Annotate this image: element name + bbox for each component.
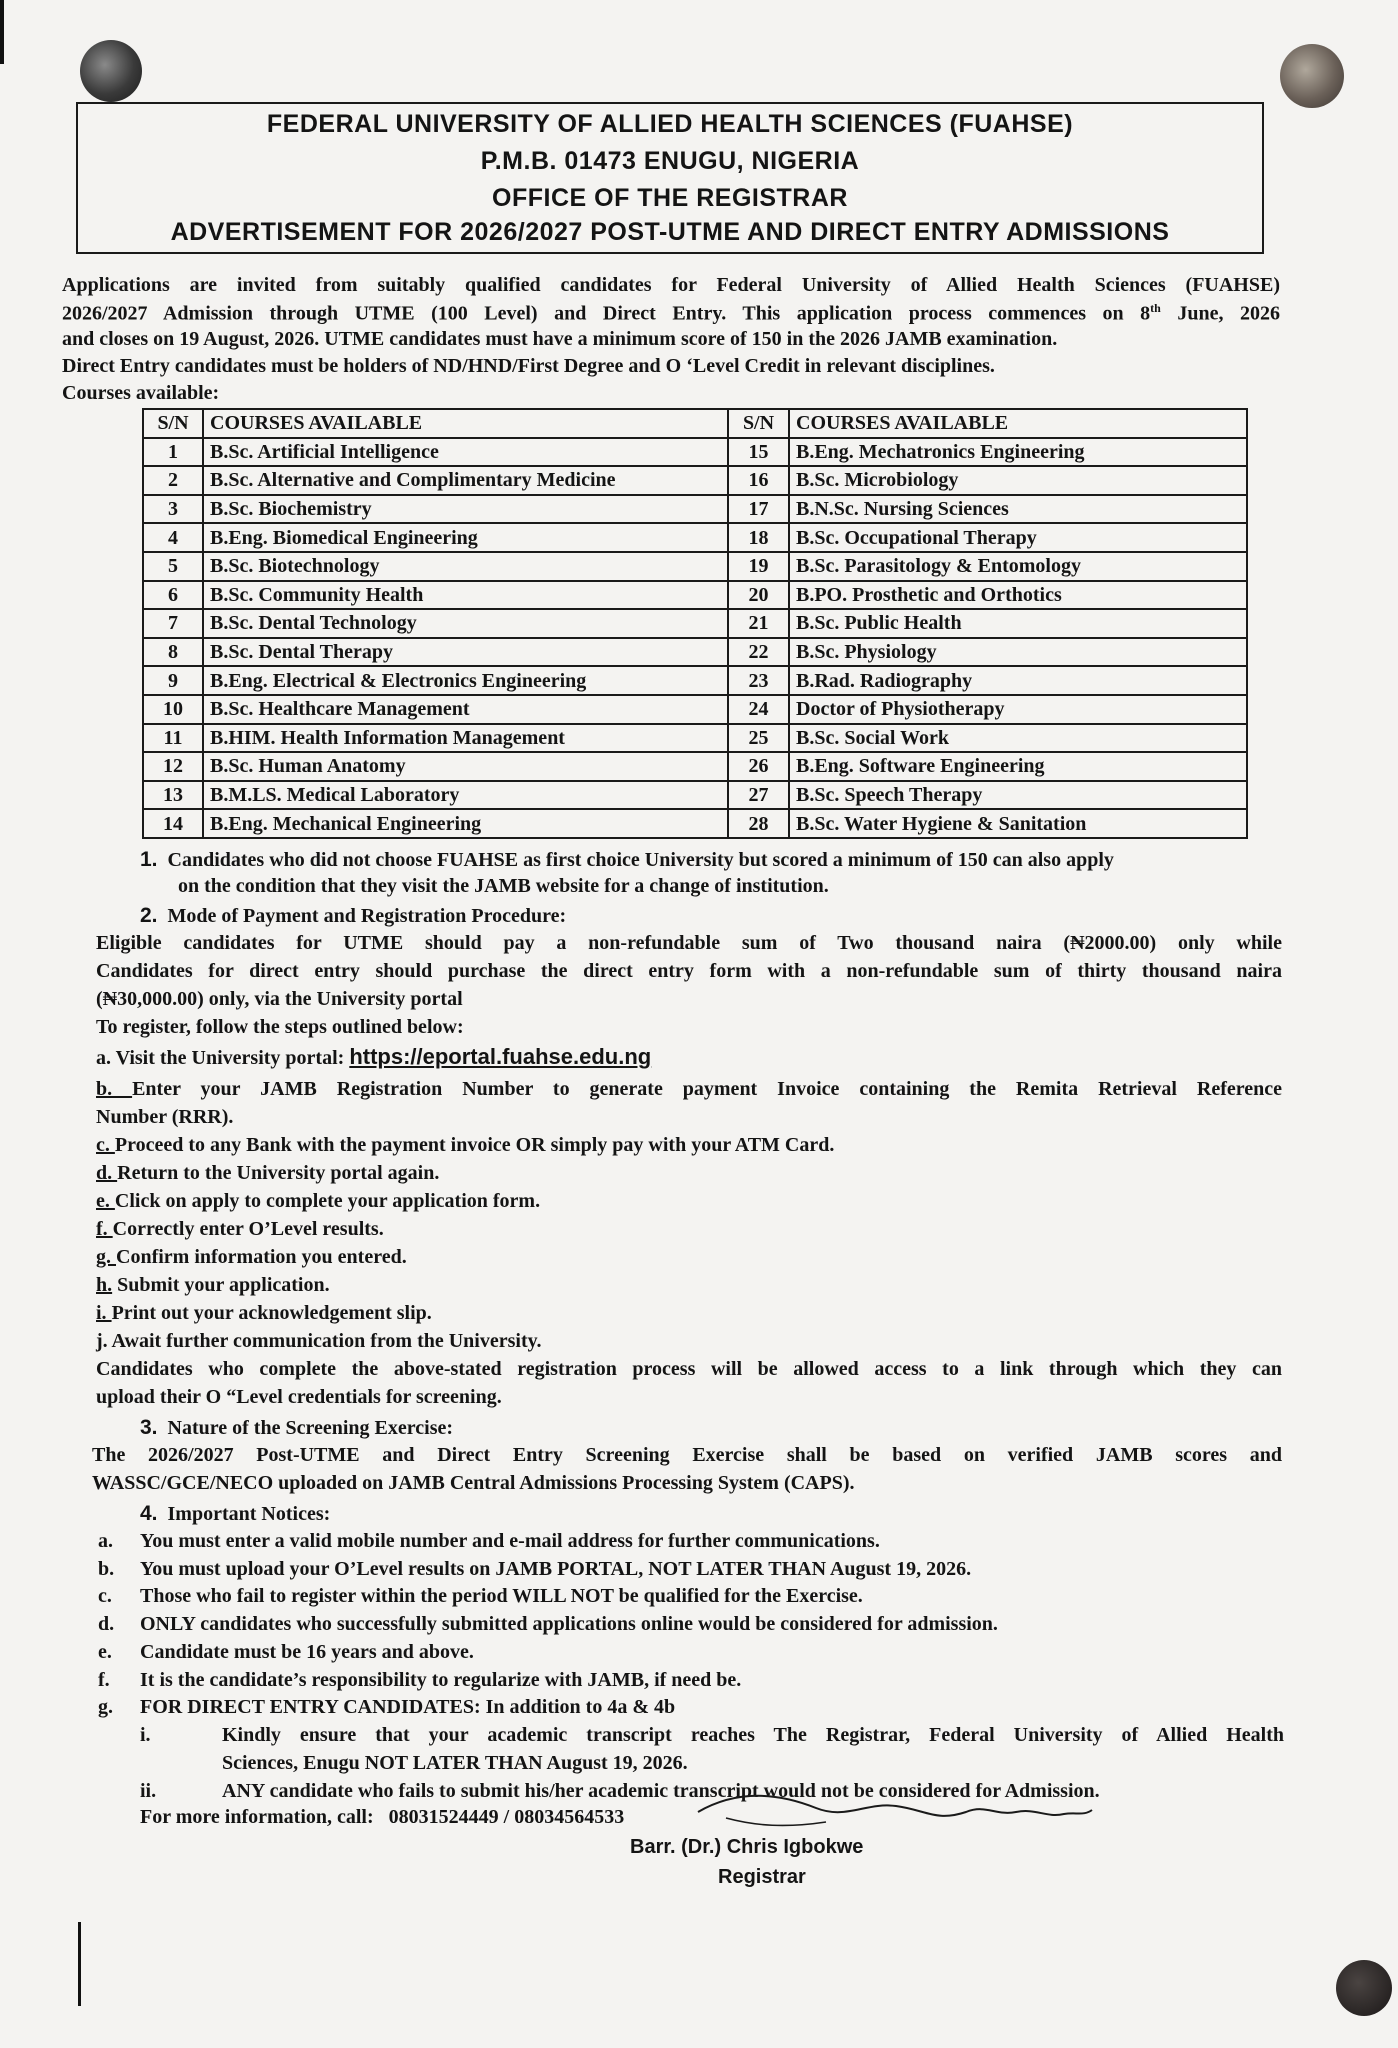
notice-g-sub-ii: ANY candidate who fails to submit his/her academic transcript would not be considered for Admission. <box>222 1780 1100 1802</box>
courses-table <box>142 408 1248 839</box>
step-g: g. Confirm information you entered. <box>96 1246 407 1268</box>
course-sn: 28 <box>728 809 789 838</box>
notice-text: Those who fail to register within the period WILL NOT be qualified for the Exercise. <box>140 1585 863 1608</box>
course-name: B.PO. Prosthetic and Orthotics <box>789 581 1247 610</box>
step-b: b. Enter your JAMB Registration Number to generate payment Invoice containing the Remita Retrieval Reference <box>96 1078 1282 1100</box>
course-name: B.Sc. Dental Therapy <box>203 638 728 667</box>
section-4-title: 4. Important Notices: <box>140 1502 331 1525</box>
payment-line-1: Eligible candidates for UTME should pay a non-refundable sum of Two thousand naira (₦2000.00) only while <box>96 932 1282 954</box>
university-name: FEDERAL UNIVERSITY OF ALLIED HEALTH SCIENCES (FUAHSE) <box>266 110 1074 138</box>
university-address: P.M.B. 01473 ENUGU, NIGERIA <box>480 147 860 175</box>
notice-label: a. <box>98 1530 113 1552</box>
registrar-signature <box>696 1782 1096 1838</box>
table-header-row <box>143 409 1247 438</box>
intro-line-4: Direct Entry candidates must be holders of ND/HND/First Degree and O ‘Level Credit in relevant disciplines. <box>62 355 995 377</box>
course-name: B.Sc. Community Health <box>203 581 728 610</box>
course-name: B.Sc. Public Health <box>789 609 1247 638</box>
notice-label: b. <box>98 1557 115 1580</box>
course-sn: 2 <box>143 466 203 495</box>
course-sn: 25 <box>728 724 789 753</box>
table-row <box>143 638 1247 667</box>
course-name: B.Eng. Electrical & Electronics Engineering <box>203 666 728 695</box>
course-sn: 1 <box>143 438 203 467</box>
table-row <box>143 523 1247 552</box>
notice-g-sub-ii-label: ii. <box>140 1780 157 1802</box>
step-i: i. Print out your acknowledgement slip. <box>96 1302 432 1324</box>
advert-title: ADVERTISEMENT FOR 2026/2027 POST-UTME AND DIRECT ENTRY ADMISSIONS <box>170 218 1170 246</box>
course-name: B.Sc. Physiology <box>789 638 1247 667</box>
notice-label: e. <box>98 1640 112 1663</box>
course-name: Doctor of Physiotherapy <box>789 695 1247 724</box>
punch-hole-bottom-right <box>1336 1960 1392 2016</box>
step-c: c. Proceed to any Bank with the payment invoice OR simply pay with your ATM Card. <box>96 1134 835 1156</box>
table-row <box>143 552 1247 581</box>
course-sn: 5 <box>143 552 203 581</box>
payment-line-2: Candidates for direct entry should purchase the direct entry form with a non-refundable sum of thirty thousand naira <box>96 960 1282 982</box>
payment-line-3: (₦30,000.00) only, via the University portal <box>96 988 463 1010</box>
course-name: B.Sc. Social Work <box>789 724 1247 753</box>
step-b-cont: Number (RRR). <box>96 1106 234 1128</box>
course-name: B.Sc. Biotechnology <box>203 552 728 581</box>
course-sn: 19 <box>728 552 789 581</box>
office-title: OFFICE OF THE REGISTRAR <box>492 184 848 212</box>
course-sn: 10 <box>143 695 203 724</box>
intro-line-1: Applications are invited from suitably qualified candidates for Federal University of Allied Health Sciences (FUAHSE) <box>62 274 1280 296</box>
notice-text: ONLY candidates who successfully submitted applications online would be considered for admission. <box>140 1613 998 1636</box>
notice-label: f. <box>98 1668 110 1691</box>
step-d: d. Return to the University portal again. <box>96 1162 440 1184</box>
section-3-title: 3. Nature of the Screening Exercise: <box>140 1416 454 1439</box>
course-name: B.Sc. Dental Technology <box>203 609 728 638</box>
punch-hole-top-right <box>1280 44 1344 108</box>
course-sn: 17 <box>728 495 789 524</box>
course-name: B.HIM. Health Information Management <box>203 724 728 753</box>
course-name: B.Eng. Biomedical Engineering <box>203 523 728 552</box>
step-e: e. Click on apply to complete your application form. <box>96 1190 541 1212</box>
course-sn: 9 <box>143 666 203 695</box>
steps-intro: To register, follow the steps outlined below: <box>96 1016 464 1038</box>
course-sn: 6 <box>143 581 203 610</box>
edge-mark <box>78 1922 81 2006</box>
table-row <box>143 495 1247 524</box>
intro-line-3: and closes on 19 August, 2026. UTME candidates must have a minimum score of 150 in the 2026 JAMB examination. <box>62 328 1058 350</box>
edge-mark <box>0 0 4 64</box>
course-sn: 3 <box>143 495 203 524</box>
course-sn: 27 <box>728 781 789 810</box>
section-1-line-1: 1. Candidates who did not choose FUAHSE as first choice University but scored a minimum of 150 can also apply <box>140 848 1114 871</box>
registration-closing-1: Candidates who complete the above-stated registration process will be allowed access to a link through which they can <box>96 1358 1282 1380</box>
course-name: B.Sc. Parasitology & Entomology <box>789 552 1247 581</box>
table-row <box>143 581 1247 610</box>
table-row <box>143 438 1247 467</box>
course-name: B.Sc. Alternative and Complimentary Medicine <box>203 466 728 495</box>
course-name: B.Sc. Biochemistry <box>203 495 728 524</box>
course-name: B.Sc. Water Hygiene & Sanitation <box>789 809 1247 838</box>
portal-link[interactable]: https://eportal.fuahse.edu.ng <box>349 1044 652 1069</box>
registration-closing-2: upload their O “Level credentials for screening. <box>96 1386 502 1408</box>
table-row <box>143 809 1247 838</box>
notice-g-sub-i-line-1: Kindly ensure that your academic transcript reaches The Registrar, Federal University of Allied Health <box>222 1724 1284 1746</box>
course-sn: 23 <box>728 666 789 695</box>
course-name: B.N.Sc. Nursing Sciences <box>789 495 1247 524</box>
step-f: f. Correctly enter O’Level results. <box>96 1218 384 1240</box>
punch-hole-top-left <box>80 40 142 102</box>
table-row <box>143 466 1247 495</box>
step-a: a. Visit the University portal: https://eportal.fuahse.edu.ng <box>96 1044 652 1069</box>
column-header-course: COURSES AVAILABLE <box>789 409 1247 438</box>
intro-line-2: 2026/2027 Admission through UTME (100 Level) and Direct Entry. This application process commences on 8th June, 2026 <box>62 301 1281 325</box>
notice-text: You must upload your O’Level results on JAMB PORTAL, NOT LATER THAN August 19, 2026. <box>140 1557 972 1580</box>
course-sn: 8 <box>143 638 203 667</box>
signatory-title: Registrar <box>718 1866 806 1888</box>
course-sn: 26 <box>728 752 789 781</box>
course-sn: 16 <box>728 466 789 495</box>
notice-text: You must enter a valid mobile number and e-mail address for further communications. <box>140 1530 880 1552</box>
notice-g-sub-i-label: i. <box>140 1724 151 1746</box>
section-2-title: 2. Mode of Payment and Registration Procedure: <box>140 904 567 927</box>
notice-text: It is the candidate’s responsibility to regularize with JAMB, if need be. <box>140 1668 742 1691</box>
course-sn: 4 <box>143 523 203 552</box>
column-header-sn: S/N <box>728 409 789 438</box>
screening-line-2: WASSC/GCE/NECO uploaded on JAMB Central Admissions Processing System (CAPS). <box>92 1472 855 1494</box>
course-sn: 7 <box>143 609 203 638</box>
course-sn: 11 <box>143 724 203 753</box>
course-sn: 18 <box>728 523 789 552</box>
table-row <box>143 724 1247 753</box>
step-h: h. Submit your application. <box>96 1274 330 1296</box>
course-name: B.Sc. Speech Therapy <box>789 781 1247 810</box>
course-sn: 20 <box>728 581 789 610</box>
courses-label: Courses available: <box>62 382 220 404</box>
course-name: B.Sc. Artificial Intelligence <box>203 438 728 467</box>
course-name: B.Sc. Healthcare Management <box>203 695 728 724</box>
table-row <box>143 752 1247 781</box>
course-name: B.Sc. Occupational Therapy <box>789 523 1247 552</box>
header-box <box>76 102 1264 254</box>
course-sn: 12 <box>143 752 203 781</box>
notice-label: c. <box>98 1585 112 1608</box>
contact-line: For more information, call: 08031524449 / 08034564533 <box>140 1806 625 1828</box>
screening-line-1: The 2026/2027 Post-UTME and Direct Entry Screening Exercise shall be based on verified JAMB scores and <box>92 1444 1282 1466</box>
course-name: B.M.LS. Medical Laboratory <box>203 781 728 810</box>
contact-phones: 08031524449 / 08034564533 <box>388 1806 625 1828</box>
table-row <box>143 695 1247 724</box>
notice-text: FOR DIRECT ENTRY CANDIDATES: In addition to 4a & 4b <box>140 1696 676 1719</box>
notice-text: Candidate must be 16 years and above. <box>140 1640 474 1663</box>
step-j: j. Await further communication from the University. <box>96 1330 542 1352</box>
course-sn: 24 <box>728 695 789 724</box>
course-name: B.Eng. Mechatronics Engineering <box>789 438 1247 467</box>
notice-label: g. <box>98 1696 113 1719</box>
table-row <box>143 666 1247 695</box>
course-sn: 15 <box>728 438 789 467</box>
course-name: B.Sc. Microbiology <box>789 466 1247 495</box>
course-name: B.Eng. Mechanical Engineering <box>203 809 728 838</box>
course-sn: 13 <box>143 781 203 810</box>
column-header-course: COURSES AVAILABLE <box>203 409 728 438</box>
notice-label: d. <box>98 1613 115 1636</box>
course-sn: 14 <box>143 809 203 838</box>
column-header-sn: S/N <box>143 409 203 438</box>
notice-g-sub-i-line-2: Sciences, Enugu NOT LATER THAN August 19, 2026. <box>222 1752 688 1774</box>
section-1-line-2: on the condition that they visit the JAMB website for a change of institution. <box>178 875 829 897</box>
table-row <box>143 781 1247 810</box>
course-name: B.Rad. Radiography <box>789 666 1247 695</box>
table-row <box>143 609 1247 638</box>
course-name: B.Eng. Software Engineering <box>789 752 1247 781</box>
signatory-name: Barr. (Dr.) Chris Igbokwe <box>630 1836 864 1858</box>
course-name: B.Sc. Human Anatomy <box>203 752 728 781</box>
course-sn: 22 <box>728 638 789 667</box>
course-sn: 21 <box>728 609 789 638</box>
